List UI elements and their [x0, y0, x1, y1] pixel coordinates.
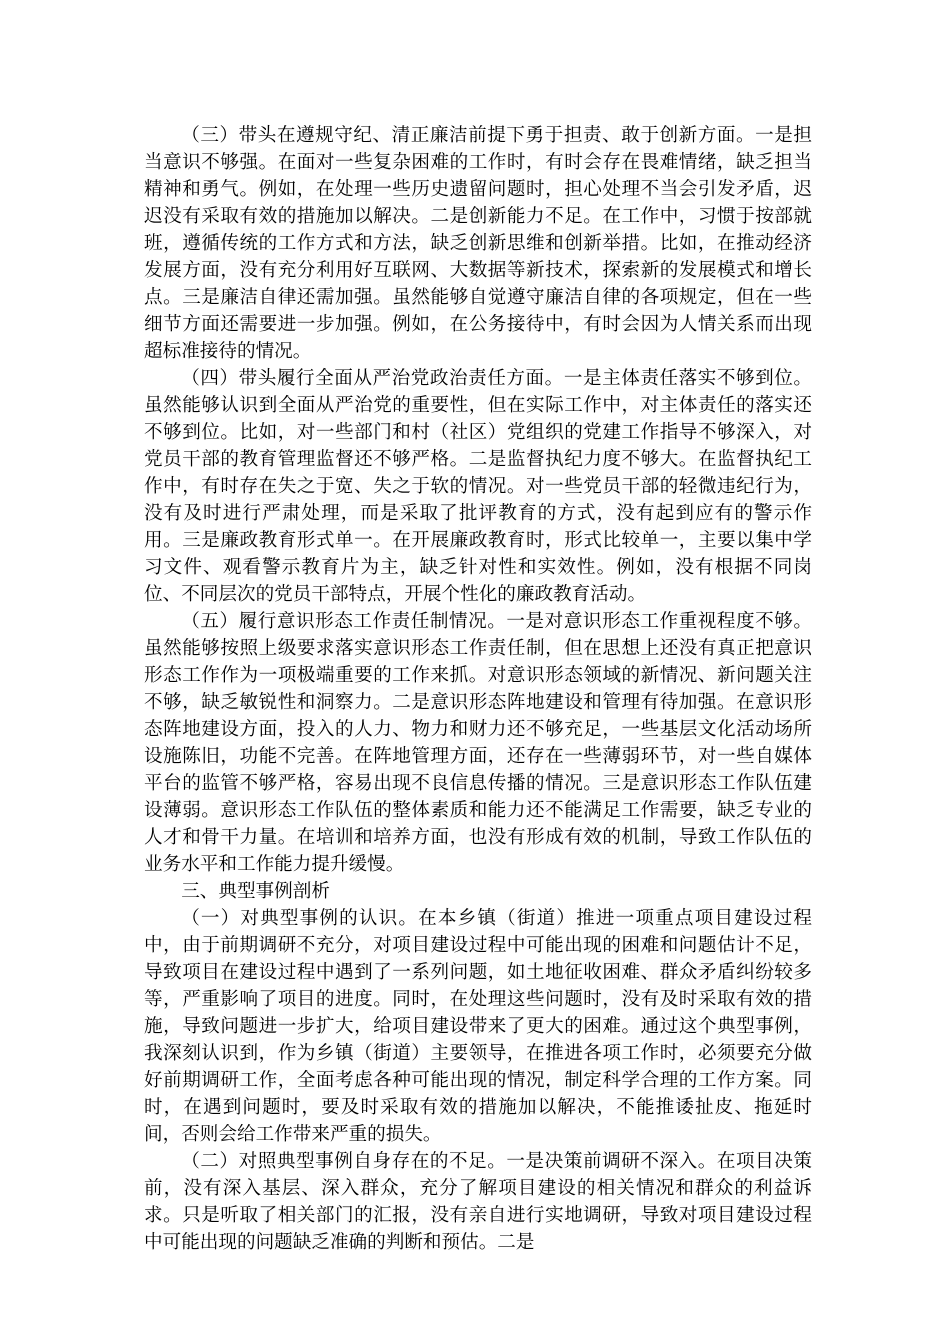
paragraph-case-understanding: （一）对典型事例的认识。在本乡镇（街道）推进一项重点项目建设过程中，由于前期调研不充分，对项目建设过程中可能出现的困难和问题估计不足，导致项目在建设过程中遇到了一系列问题，如土地征收困难、群众矛盾纠纷较多等，严重影响了项目的进度。同时，在处理这些问题时，没有及时采取有效的措施，导致问题进一步扩大，给项目建设带来了更大的困难。通过这个典型事例，我深刻认识到，作为乡镇（街道）主要领导，在推进各项工作时，必须要充分做好前期调研工作，全面考虑各种可能出现的情况，制定科学合理的工作方案。同时，在遇到问题时，要及时采取有效的措施加以解决，不能推诿扯皮、拖延时间，否则会给工作带来严重的损失。: [144, 908, 812, 1145]
paragraph-responsibility-innovation: （三）带头在遵规守纪、清正廉洁前提下勇于担责、敢于创新方面。一是担当意识不够强。在面对一些复杂困难的工作时，有时会存在畏难情绪，缺乏担当精神和勇气。例如，在处理一些历史遗留问题时，担心处理不当会引发矛盾，迟迟没有采取有效的措施加以解决。二是创新能力不足。在工作中，习惯于按部就班，遵循传统的工作方式和方法，缺乏创新思维和创新举措。比如，在推动经济发展方面，没有充分利用好互联网、大数据等新技术，探索新的发展模式和增长点。三是廉洁自律还需加强。虽然能够自觉遵守廉洁自律的各项规定，但在一些细节方面还需要进一步加强。例如，在公务接待中，有时会因为人情关系而出现超标准接待的情况。: [144, 125, 812, 362]
paragraph-party-governance: （四）带头履行全面从严治党政治责任方面。一是主体责任落实不够到位。虽然能够认识到全面从严治党的重要性，但在实际工作中，对主体责任的落实还不够到位。比如，对一些部门和村（社区）党组织的党建工作指导不够深入，对党员干部的教育管理监督还不够严格。二是监督执纪力度不够大。在监督执纪工作中，有时存在失之于宽、失之于软的情况。对一些党员干部的轻微违纪行为，没有及时进行严肃处理，而是采取了批评教育的方式，没有起到应有的警示作用。三是廉政教育形式单一。在开展廉政教育时，形式比较单一，主要以集中学习文件、观看警示教育片为主，缺乏针对性和实效性。例如，没有根据不同岗位、不同层次的党员干部特点，开展个性化的廉政教育活动。: [144, 368, 812, 605]
section-heading-typical-case: 三、典型事例剖析: [181, 881, 330, 902]
document-page: [144, 122, 812, 1256]
paragraph-case-shortcomings: （二）对照典型事例自身存在的不足。一是决策前调研不深入。在项目决策前，没有深入基层、深入群众，充分了解项目建设的相关情况和群众的利益诉求。只是听取了相关部门的汇报，没有亲自进行实地调研，导致对项目建设过程中可能出现的问题缺乏准确的判断和预估。二是: [144, 1151, 812, 1253]
paragraph-ideology-work: （五）履行意识形态工作责任制情况。一是对意识形态工作重视程度不够。虽然能够按照上级要求落实意识形态工作责任制，但在思想上还没有真正把意识形态工作作为一项极端重要的工作来抓。对意识形态领域的新情况、新问题关注不够，缺乏敏锐性和洞察力。二是意识形态阵地建设和管理有待加强。在意识形态阵地建设方面，投入的人力、物力和财力还不够充足，一些基层文化活动场所设施陈旧，功能不完善。在阵地管理方面，还存在一些薄弱环节，对一些自媒体平台的监管不够严格，容易出现不良信息传播的情况。三是意识形态工作队伍建设薄弱。意识形态工作队伍的整体素质和能力还不能满足工作需要，缺乏专业的人才和骨干力量。在培训和培养方面，也没有形成有效的机制，导致工作队伍的业务水平和工作能力提升缓慢。: [144, 611, 812, 875]
